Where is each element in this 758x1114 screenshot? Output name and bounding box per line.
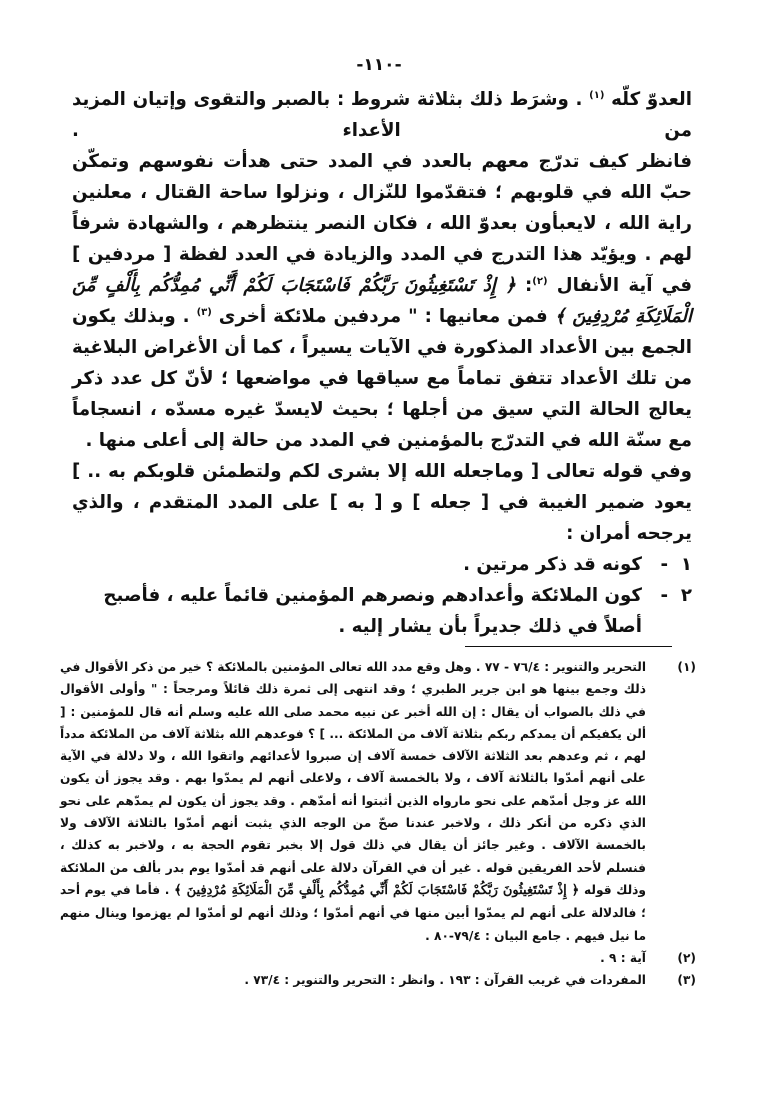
paragraph-3: وفي قوله تعالى [ وماجعله الله إلا بشرى لكم ولتطمئن قلوبكم به .. ] يعود ضمير الغيبة في [ جعله ] و [ به ] على المدد المتقدم ، والذي يرجحه أمران : [72, 461, 692, 544]
footnote-separator [465, 646, 672, 647]
footnote-3 [60, 969, 696, 991]
paragraph-2: فانظر كيف تدرّج معهم بالعدد في المدد حتى هدأت نفوسهم وتمكّن حبّ الله في قلوبهم ؛ فتقدّموا للنّزال ، ونزلوا ساحة القتال ، معلنين راية الله ، لايعبأون بعدوّ الله ، فكان النصر ينتظرهم ، والشهادة شرفاً لهم . ويؤيّد هذا التدرج في المدد والزيادة في العدد لفظة [ مردفين ] في آية الأنفال $^{(٢)}$: ﴿ إِذْ تَسْتَغِيثُونَ رَبَّكُمْ فَاسْتَجَابَ لَكُمْ أَنِّي مُمِدُّكُم بِأَلْفٍ مِّنَ الْمَلَائِكَةِ مُرْدِفِينَ ﴾ فمن معانيها : " مردفين ملائكة أخرى $^{(٣)}$ . وبذلك يكون الجمع بين الأعداد المذكورة في الآيات يسيراً ، كما أن الأغراض البلاغية من تلك الأعداد تتفق تماماً مع سياقها في مواضعها ؛ لأنّ كل عدد ذكر يعالج الحالة التي سيق من أجلها ؛ بحيث لايسدّ غيره مسدّه ، انسجاماً مع سنّة الله في التدرّج بالمؤمنين في المدد من حالة إلى أعلى منها . [72, 151, 692, 451]
footnote-number: (١) [677, 660, 696, 674]
footnote-1 [60, 656, 696, 947]
main-text [72, 84, 692, 642]
list-text: كونه قد ذكر مرتين . [463, 554, 642, 575]
footnote-quran-verse: ﴿ إِذْ تَسْتَغِيثُونَ رَبَّكُمْ فَاسْتَجَابَ لَكُمْ أَنِّي مُمِدُّكُم بِأَلْفٍ مِّنَ الْمَلَائِكَةِ مُرْدِفِينَ ﴾ [174, 882, 580, 898]
page-number: -١١٠- [356, 55, 402, 75]
list-text: كون الملائكة وأعدادهم ونصرهم المؤمنين قائماً عليه ، فأصبح أصلاً في ذلك جديراً بأن يشار إليه . [103, 585, 642, 637]
footnote-number: (٢) [677, 950, 696, 965]
paragraph-1: العدوّ كلّه $^{(١)}$ . وشرَط ذلك بثلاثة شروط : بالصبر والتقوى وإتيان المزيد من الأعداء . [72, 89, 692, 141]
footnote-ref-2[interactable]: (٢) [532, 275, 548, 287]
list-number: ١ [680, 554, 692, 575]
footnotes [60, 656, 696, 991]
list-item-2: ٢ - كون الملائكة وأعدادهم ونصرهم المؤمنين قائماً عليه ، فأصبح أصلاً في ذلك جديراً بأن يشار إليه . [72, 580, 692, 642]
footnote-text: المفردات في غريب القرآن : ١٩٣ . وانظر : التحرير والتنوير : ٧٣/٤ . [244, 973, 646, 988]
footnote-ref-1[interactable]: (١) [589, 89, 605, 101]
footnote-ref-3[interactable]: (٣) [196, 306, 212, 318]
list-number: ٢ [680, 585, 692, 606]
footnote-text: آية : ٩ . [600, 950, 646, 965]
footnote-text: التحرير والتنوير : ٧٦/٤ - ٧٧ . وهل وقع مدد الله تعالى المؤمنين بالملائكة ؟ خير من ذكر الأقوال في ذلك وجمع بينها هو ابن جرير الطبري ؛ وقد انتهى إلى ثمرة ذلك قائلاً ومرجحاً : " وأولى الأقوال في ذلك بالصواب أن يقال : إن الله أخبر عن نبيه محمد صلى الله عليه وسلم أنه قال للمؤمنين : [ ألن يكفيكم أن يمدكم ربكم بثلاثة آلاف من الملائكة ... ] ؟ فوعدهم الله بثلاثة آلاف من الملائكة مدداً لهم ، ثم وعدهم بعد الثلاثة الآلاف خمسة آلاف إن صبروا لأعدائهم واتقوا الله ، ولا دلالة في الآية على أنهم أمدّوا بالثلاثة آلاف ، ولا بالخمسة آلاف ، ولاعلى أنهم لم يمدّوا بهم . وقد يجوز أن يكون الله عز وجل أمدّهم على نحو مارواه الذين أثبتوا أنه أمدّهم . وقد يجوز أن يكون لم يمدّهم على نحو الذي ذكره من أنكر ذلك ، ولاخبر عندنا صحّ من الوجه الذي يثبت أنهم أمدّوا بالثلاثة الآلاف ولا بالخمسة الآلاف . وغير جائز أن يقال في ذلك قول إلا بخبر تقوم الحجة به ، ولاخبر به كذلك ، فنسلم لأحد الفريقين قوله . غير أن في القرآن دلالة على أنهم قد أمدّوا يوم بدر بألف من الملائكة وذلك قوله ﴿ إِذْ تَسْتَغِيثُونَ رَبَّكُمْ فَاسْتَجَابَ لَكُمْ أَنِّي مُمِدُّكُم بِأَلْفٍ مِّنَ الْمَلَائِكَةِ مُرْدِفِينَ ﴾ . فأما في يوم أحد ؛ فالدلالة على أنهم لم يمدّوا أبين منها في أنهم أمدّوا ؛ وذلك أنهم لو أمدّوا لم يهزموا وينال منهم ما نيل فيهم . جامع البيان : ٧٩/٤-٨٠ . [60, 660, 646, 943]
footnote-2 [60, 947, 696, 969]
quran-verse: ﴿ إِذْ تَسْتَغِيثُونَ رَبَّكُمْ فَاسْتَجَابَ لَكُمْ أَنِّي مُمِدُّكُم بِأَلْفٍ مِّنَ الْمَلَائِكَةِ مُرْدِفِينَ ﴾ [72, 275, 692, 327]
footnote-number: (٣) [677, 973, 696, 988]
list-item-1: ١ - كونه قد ذكر مرتين . [72, 549, 692, 580]
